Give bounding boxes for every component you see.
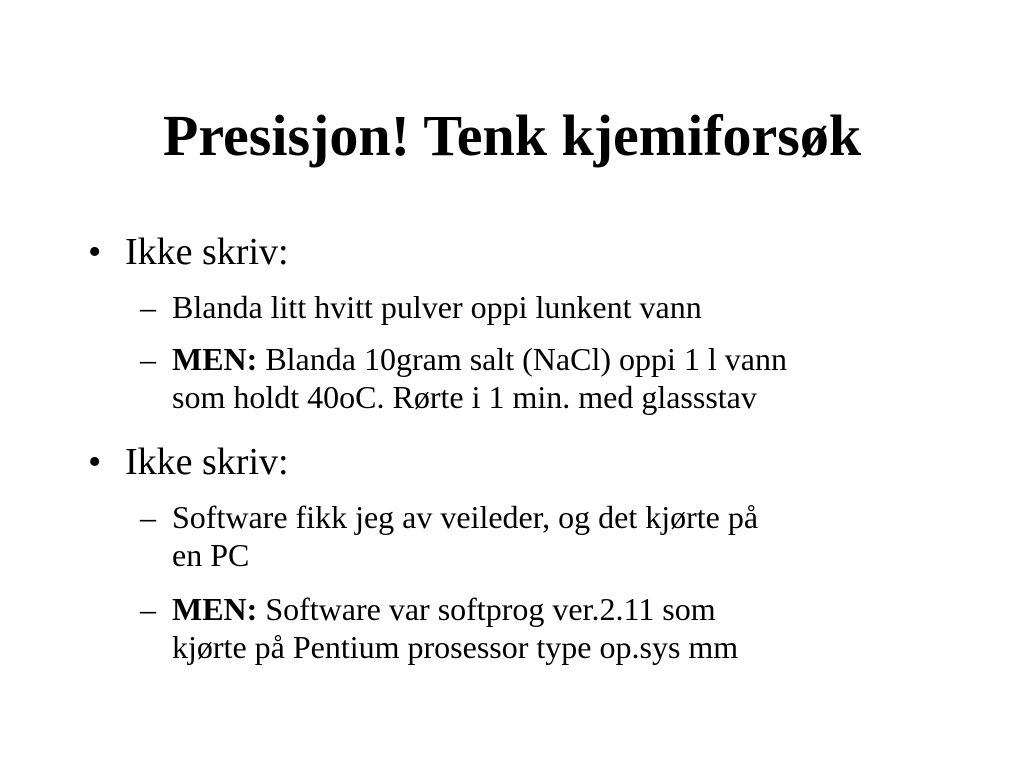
slide-title: Presisjon! Tenk kjemiforsøk — [162, 103, 862, 168]
sub-item-text — [172, 340, 962, 416]
men-prefix: MEN: — [172, 591, 258, 627]
bullet-label: Ikke skriv: — [125, 231, 289, 273]
dash-icon: – — [140, 341, 156, 377]
dash-icon: – — [140, 591, 156, 627]
sub-item-line — [172, 340, 962, 378]
dash-icon: – — [140, 289, 156, 325]
bullet-icon: • — [88, 231, 102, 273]
bullet-label: Ikke skriv: — [125, 441, 289, 483]
sub-item-text — [172, 498, 962, 574]
sub-item-line: Blanda litt hvitt pulver oppi lunkent vann — [172, 289, 702, 325]
sub-item-line: kjørte på Pentium prosessor type op.sys mm — [172, 629, 739, 665]
bullet-icon: • — [88, 441, 102, 483]
sub-item-line: Software fikk jeg av veileder, og det kjørte på — [172, 499, 759, 535]
sub-item-line-rest: Software var softprog ver.2.11 som — [257, 591, 716, 627]
sub-item-line: som holdt 40oC. Rørte i 1 min. med glassstav — [172, 379, 757, 415]
dash-icon: – — [140, 499, 156, 535]
sub-item-line-rest: Blanda 10gram salt (NaCl) oppi 1 l vann — [257, 341, 787, 377]
men-prefix: MEN: — [172, 341, 258, 377]
sub-item-text — [172, 590, 962, 666]
sub-item-line — [172, 590, 962, 628]
sub-item-text — [172, 288, 962, 326]
sub-item-line: en PC — [172, 537, 250, 573]
